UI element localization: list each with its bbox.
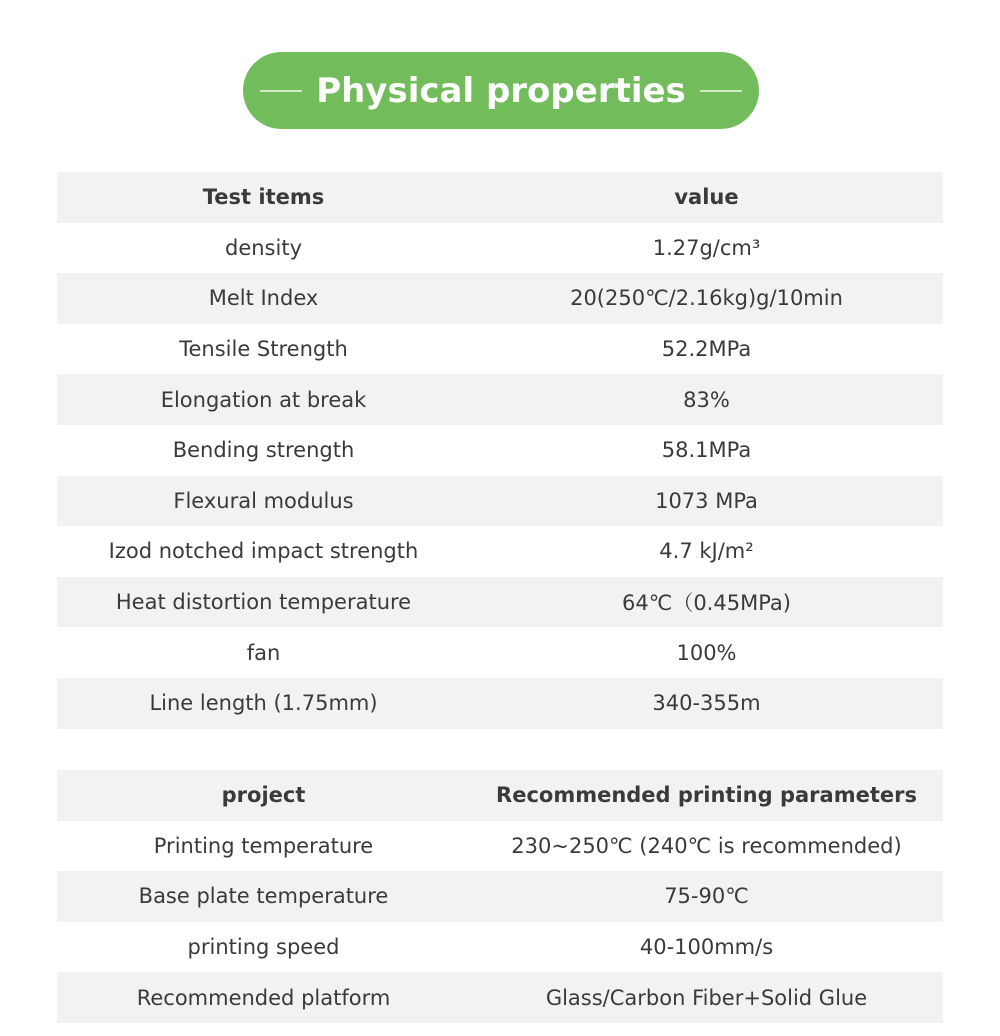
row-value: Glass/Carbon Fiber+Solid Glue <box>545 985 868 1010</box>
table-row <box>57 476 943 527</box>
row-label: density <box>225 235 302 260</box>
physical-properties-table <box>57 172 943 729</box>
table-row <box>57 324 943 375</box>
row-label: Melt Index <box>208 286 319 311</box>
table-header-row <box>57 770 943 821</box>
page-title: Physical properties <box>316 70 686 111</box>
row-value: 83% <box>683 387 730 412</box>
row-label: Bending strength <box>172 438 355 463</box>
row-value: 75-90℃ <box>664 884 749 909</box>
table-row <box>57 223 943 274</box>
row-value: 58.1MPa <box>661 438 752 463</box>
row-value: 230~250℃ (240℃ is recommended) <box>511 833 902 858</box>
header-project: project <box>221 783 306 808</box>
printing-parameters-table <box>57 770 943 1023</box>
row-value: 1073 MPa <box>655 488 758 513</box>
row-label: Heat distortion temperature <box>115 590 412 615</box>
row-label: Izod notched impact strength <box>108 539 419 564</box>
row-value: 52.2MPa <box>661 337 752 362</box>
title-banner <box>243 52 759 129</box>
table-row <box>57 922 943 973</box>
row-label: Flexural modulus <box>173 488 354 513</box>
table-row <box>57 972 943 1023</box>
row-label: fan <box>246 640 281 665</box>
table-row <box>57 526 943 577</box>
row-value: 20(250℃/2.16kg)g/10min <box>570 286 843 311</box>
table-row <box>57 871 943 922</box>
table-row <box>57 273 943 324</box>
row-value: 340-355m <box>652 691 761 716</box>
table-row <box>57 577 943 628</box>
row-value: 4.7 kJ/m² <box>659 539 754 564</box>
row-label: printing speed <box>187 935 340 960</box>
table-row <box>57 627 943 678</box>
header-recommended-parameters: Recommended printing parameters <box>496 783 917 808</box>
row-label: Tensile Strength <box>179 337 348 362</box>
table-header-row <box>57 172 943 223</box>
row-value: 1.27g/cm³ <box>652 235 761 260</box>
table-row <box>57 821 943 872</box>
row-label: Recommended platform <box>136 985 391 1010</box>
row-label: Base plate temperature <box>138 884 389 909</box>
table-row <box>57 374 943 425</box>
row-value: 100% <box>676 640 737 665</box>
row-value: 64℃（0.45MPa) <box>622 591 791 616</box>
row-label: Line length (1.75mm) <box>149 691 378 716</box>
table-row <box>57 678 943 729</box>
row-value: 40-100mm/s <box>639 935 774 960</box>
header-test-items: Test items <box>202 185 325 210</box>
row-label: Elongation at break <box>160 387 367 412</box>
title-right-divider <box>700 90 742 92</box>
header-value: value <box>674 185 739 210</box>
table-row <box>57 425 943 476</box>
title-left-divider <box>260 90 302 92</box>
row-label: Printing temperature <box>153 833 374 858</box>
